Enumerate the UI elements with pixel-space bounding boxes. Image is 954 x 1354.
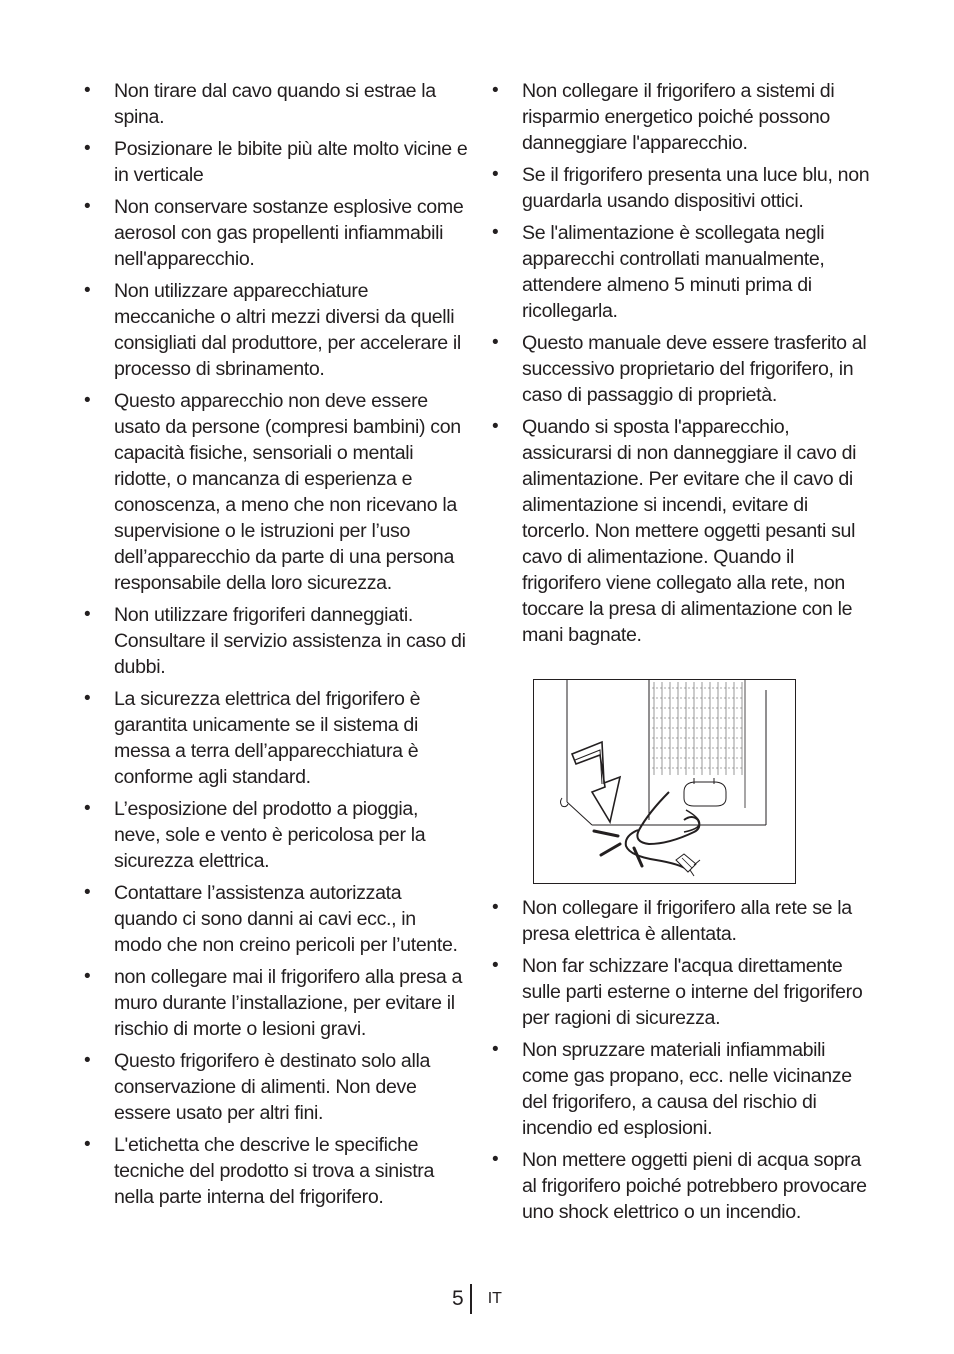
list-item: • Questo frigorifero è destinato solo alla conservazione di alimenti. Non deve essere usato per altri fini. bbox=[84, 1048, 468, 1126]
fridge-cord-drawing bbox=[534, 680, 795, 883]
list-item: • Contattare l’assistenza autorizzata quando ci sono danni ai cavi ecc., in modo che non creino pericoli per l’utente. bbox=[84, 880, 468, 958]
page-number: 5 bbox=[452, 1287, 464, 1310]
safety-list-right-bottom bbox=[492, 895, 876, 1225]
list-item: • Posizionare le bibite più alte molto vicine e in verticale bbox=[84, 136, 468, 188]
fridge-power-cord-illustration bbox=[533, 679, 796, 884]
right-column-bottom bbox=[492, 895, 876, 1231]
list-item: • Non mettere oggetti pieni di acqua sopra al frigorifero poiché potrebbero provocare uno shock elettrico o un incendio. bbox=[492, 1147, 876, 1225]
language-code: IT bbox=[487, 1290, 502, 1307]
left-column bbox=[84, 78, 468, 1216]
list-item: • L'etichetta che descrive le specifiche tecniche del prodotto si trova a sinistra nella parte interna del frigorifero. bbox=[84, 1132, 468, 1210]
list-item: • Non spruzzare materiali infiammabili come gas propano, ecc. nelle vicinanze del frigorifero, a causa del rischio di incendio ed esplosioni. bbox=[492, 1037, 876, 1141]
safety-list-left bbox=[84, 78, 468, 1210]
list-item: • Se il frigorifero presenta una luce blu, non guardarla usando dispositivi ottici. bbox=[492, 162, 876, 214]
footer-divider bbox=[470, 1284, 472, 1314]
list-item: • Questo manuale deve essere trasferito al successivo proprietario del frigorifero, in caso di passaggio di proprietà. bbox=[492, 330, 876, 408]
list-item: • La sicurezza elettrica del frigorifero è garantita unicamente se il sistema di messa a terra dell’apparecchiatura è conforme agli standard. bbox=[84, 686, 468, 790]
list-item: • Non conservare sostanze esplosive come aerosol con gas propellenti infiammabili nell'apparecchio. bbox=[84, 194, 468, 272]
water-drops-icon bbox=[594, 831, 642, 866]
list-item: • Non collegare il frigorifero alla rete se la presa elettrica è allentata. bbox=[492, 895, 876, 947]
page-footer bbox=[452, 1284, 502, 1314]
list-item: • Quando si sposta l'apparecchio, assicurarsi di non danneggiare il cavo di alimentazione. Per evitare che il cavo di alimentazione si incendi, evitare di torcerlo. Non mettere oggetti pesanti sul cavo di alimentazione. Quando il frigorifero viene collegato alla rete, non toccare la presa di alimentazione con le mani bagnate. bbox=[492, 414, 876, 648]
list-item: • Questo apparecchio non deve essere usato da persone (compresi bambini) con capacità fisiche, sensoriali o mentali ridotte, o mancanza di esperienza e conoscenza, a meno che non ricevano la supervisione o le istruzioni per l’uso dell’apparecchio da parte di una persona responsabile della loro sicurezza. bbox=[84, 388, 468, 596]
list-item: • Non collegare il frigorifero a sistemi di risparmio energetico poiché possono danneggiare l'apparecchio. bbox=[492, 78, 876, 156]
electric-hazard-icon bbox=[572, 742, 620, 822]
list-item: • L’esposizione del prodotto a pioggia, neve, sole e vento è pericolosa per la sicurezza elettrica. bbox=[84, 796, 468, 874]
list-item: • Non tirare dal cavo quando si estrae la spina. bbox=[84, 78, 468, 130]
list-item: • Non far schizzare l'acqua direttamente sulle parti esterne o interne del frigorifero per ragioni di sicurezza. bbox=[492, 953, 876, 1031]
safety-list-right-top bbox=[492, 78, 876, 648]
list-item: • Non utilizzare frigoriferi danneggiati. Consultare il servizio assistenza in caso di dubbi. bbox=[84, 602, 468, 680]
right-column-top bbox=[492, 78, 876, 654]
list-item: • Non utilizzare apparecchiature meccaniche o altri mezzi diversi da quelli consigliati dal produttore, per accelerare il processo di sbrinamento. bbox=[84, 278, 468, 382]
list-item: • non collegare mai il frigorifero alla presa a muro durante l’installazione, per evitare il rischio di morte o lesioni gravi. bbox=[84, 964, 468, 1042]
list-item: • Se l'alimentazione è scollegata negli apparecchi controllati manualmente, attendere almeno 5 minuti prima di ricollegarla. bbox=[492, 220, 876, 324]
